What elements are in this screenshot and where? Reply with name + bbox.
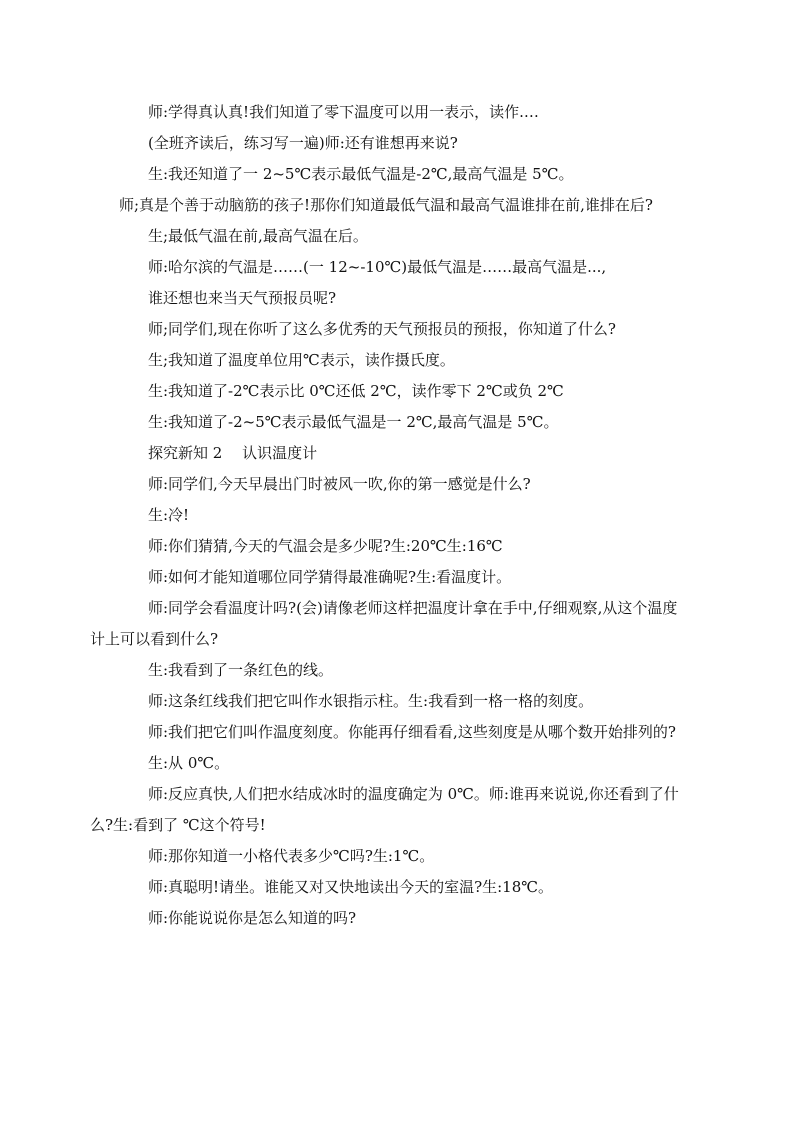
paragraph: 师:学得真认真!我们知道了零下温度可以用一表示，读作.… [148,103,539,121]
paragraph: 生;我知道了温度单位用℃表示，读作摄氏度。 [148,351,455,369]
paragraph: 师;同学们,现在你听了这么多优秀的天气预报员的预报，你知道了什么? [148,320,616,338]
paragraph: 师:真聪明!请坐。谁能又对又快地读出今天的室温?生:18℃。 [148,878,554,896]
paragraph: 生:冷! [148,506,190,524]
paragraph: 师;真是个善于动脑筋的孩子!那你们知道最低气温和最高气温谁排在前,谁排在后? [119,196,653,214]
paragraph: 生;最低气温在前,最高气温在后。 [148,227,368,245]
paragraph: 师:同学们,今天早晨出门时被风一吹,你的第一感觉是什么? [148,475,531,493]
paragraph: (全班齐读后，练习写一遍)师:还有谁想再来说? [148,134,458,152]
section-heading: 探究新知 2 认识温度计 [148,444,318,462]
paragraph: 师:哈尔滨的气温是……(一 12~-10℃)最低气温是……最高气温是..., [148,258,607,276]
paragraph: 师:如何才能知道哪位同学猜得最准确呢?生:看温度计。 [148,568,512,586]
paragraph: 生:我还知道了一 2~5℃表示最低气温是-2℃,最高气温是 5℃。 [148,165,574,183]
paragraph: 师:这条红线我们把它叫作水银指示柱。生:我看到一格一格的刻度。 [148,692,594,710]
paragraph: 师:你能说说你是怎么知道的吗? [148,909,357,927]
paragraph: 师:我们把它们叫作温度刻度。你能再仔细看看,这些刻度是从哪个数开始排列的? [148,723,676,741]
paragraph: 师:你们猜猜,今天的气温会是多少呢?生:20℃生:16℃ [148,537,503,555]
paragraph: 师:同学会看温度计吗?(会)请像老师这样把温度计拿在手中,仔细观察,从这个温度计上可以看到什么? [90,599,678,648]
document-body [90,97,679,934]
paragraph: 生:我看到了一条红色的线。 [148,661,334,679]
paragraph: 谁还想也来当天气预报员呢? [148,289,337,307]
paragraph: 师:那你知道一小格代表多少℃吗?生:1℃。 [148,847,435,865]
paragraph: 生:我知道了-2℃表示比 0℃还低 2℃，读作零下 2℃或负 2℃ [148,382,564,400]
paragraph: 师:反应真快,人们把水结成冰时的温度确定为 0℃。师:谁再来说说,你还看到了什么?生:看到了 ℃这个符号! [90,785,679,834]
paragraph: 生:从 0℃。 [148,754,230,772]
paragraph: 生:我知道了-2~5℃表示最低气温是一 2℃,最高气温是 5℃。 [148,413,559,431]
